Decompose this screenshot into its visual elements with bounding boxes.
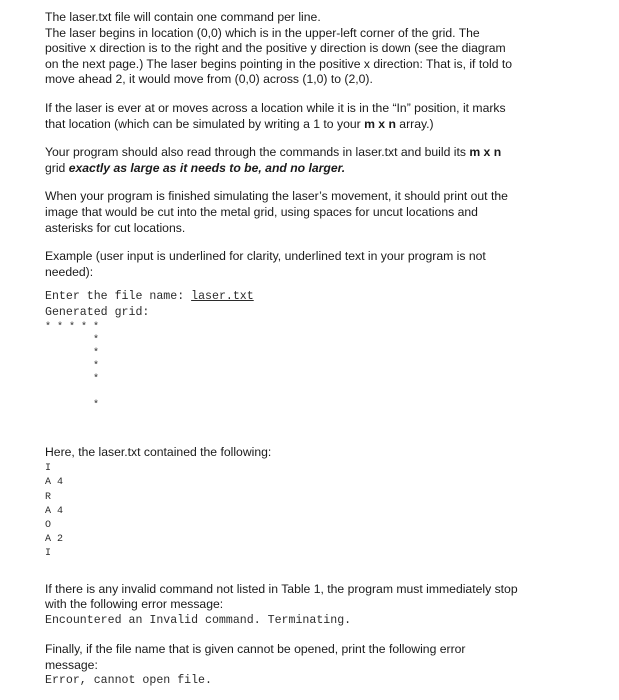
text-line: The laser.txt file will contain one command per line.	[45, 10, 321, 24]
text-line	[45, 117, 593, 133]
text-line: message:	[45, 657, 98, 672]
text-line: needed):	[45, 264, 94, 279]
paragraph-example-intro	[45, 249, 593, 280]
example-output	[45, 289, 593, 411]
paragraph-invalid-command	[45, 582, 593, 629]
paragraph-in-position	[45, 101, 593, 132]
text-line: If the laser is ever at or moves across a location while it is in the “In” position, it marks	[45, 100, 506, 115]
text-line: Finally, if the file name that is given cannot be opened, print the following error	[45, 642, 466, 657]
command-list	[45, 462, 593, 561]
text-line: move ahead 2, it would move from (0,0) across (1,0) to (2,0).	[45, 72, 373, 87]
text-span: grid	[45, 160, 69, 175]
text-line: with the following error message:	[45, 597, 224, 612]
text-line: asterisks for cut locations.	[45, 220, 186, 235]
text-line: on the next page.) The laser begins pointing in the positive x direction: That is, if told to	[45, 56, 513, 71]
text-line: When your program is finished simulating the laser’s movement, it should print out the	[45, 189, 508, 204]
grid-row: *	[45, 334, 100, 346]
text-line: positive x direction is to the right and the positive y direction is down (see the diagram	[45, 41, 506, 56]
document-body	[45, 10, 593, 689]
paragraph-build-grid	[45, 145, 593, 176]
text-span: that location (which can be simulated by writing a 1 to your	[45, 116, 365, 131]
text-line: Example (user input is underlined for clarity, underlined text in your program is not	[45, 249, 486, 264]
emphasis-text: exactly as large as it needs to be, and no larger.	[68, 160, 346, 175]
error-message: Error, cannot open file.	[45, 674, 212, 688]
paragraph-file-error	[45, 642, 593, 689]
command-line: I	[45, 548, 52, 560]
paragraph-file-format	[45, 10, 593, 88]
text-line	[45, 161, 593, 177]
text-line: The laser begins in location (0,0) which is in the upper-left corner of the grid. The	[45, 25, 480, 40]
text-line: If there is any invalid command not listed in Table 1, the program must immediately stop	[45, 581, 518, 596]
grid-row: *	[45, 360, 100, 372]
grid-row: *	[45, 347, 100, 359]
error-message: Encountered an Invalid command. Terminating.	[45, 613, 352, 627]
bold-dimensions: m x n	[364, 116, 396, 131]
paragraph-print-image	[45, 189, 593, 236]
grid-row: * * * * *	[45, 321, 100, 333]
command-line: A 2	[45, 534, 64, 546]
grid-row	[45, 386, 593, 399]
text-line: image that would be cut into the metal grid, using spaces for uncut locations and	[45, 204, 478, 219]
bold-dimensions: m x n	[469, 145, 502, 160]
code-line	[45, 289, 593, 305]
text-line	[45, 145, 593, 161]
generated-grid	[45, 321, 593, 412]
command-line: A 4	[45, 477, 64, 489]
user-input: laser.txt	[191, 290, 254, 304]
code-line: Generated grid:	[45, 305, 150, 319]
command-line: O	[45, 519, 52, 531]
text-span: Your program should also read through the commands in laser.txt and build its	[45, 145, 470, 160]
text-span: array.)	[395, 116, 434, 131]
command-line: R	[45, 491, 52, 503]
prompt-text: Enter the file name:	[45, 290, 192, 304]
command-line: A 4	[45, 505, 64, 517]
command-line: I	[45, 463, 52, 475]
text-line: Here, the laser.txt contained the following:	[45, 444, 272, 459]
grid-row: *	[45, 399, 100, 411]
grid-row: *	[45, 373, 100, 385]
